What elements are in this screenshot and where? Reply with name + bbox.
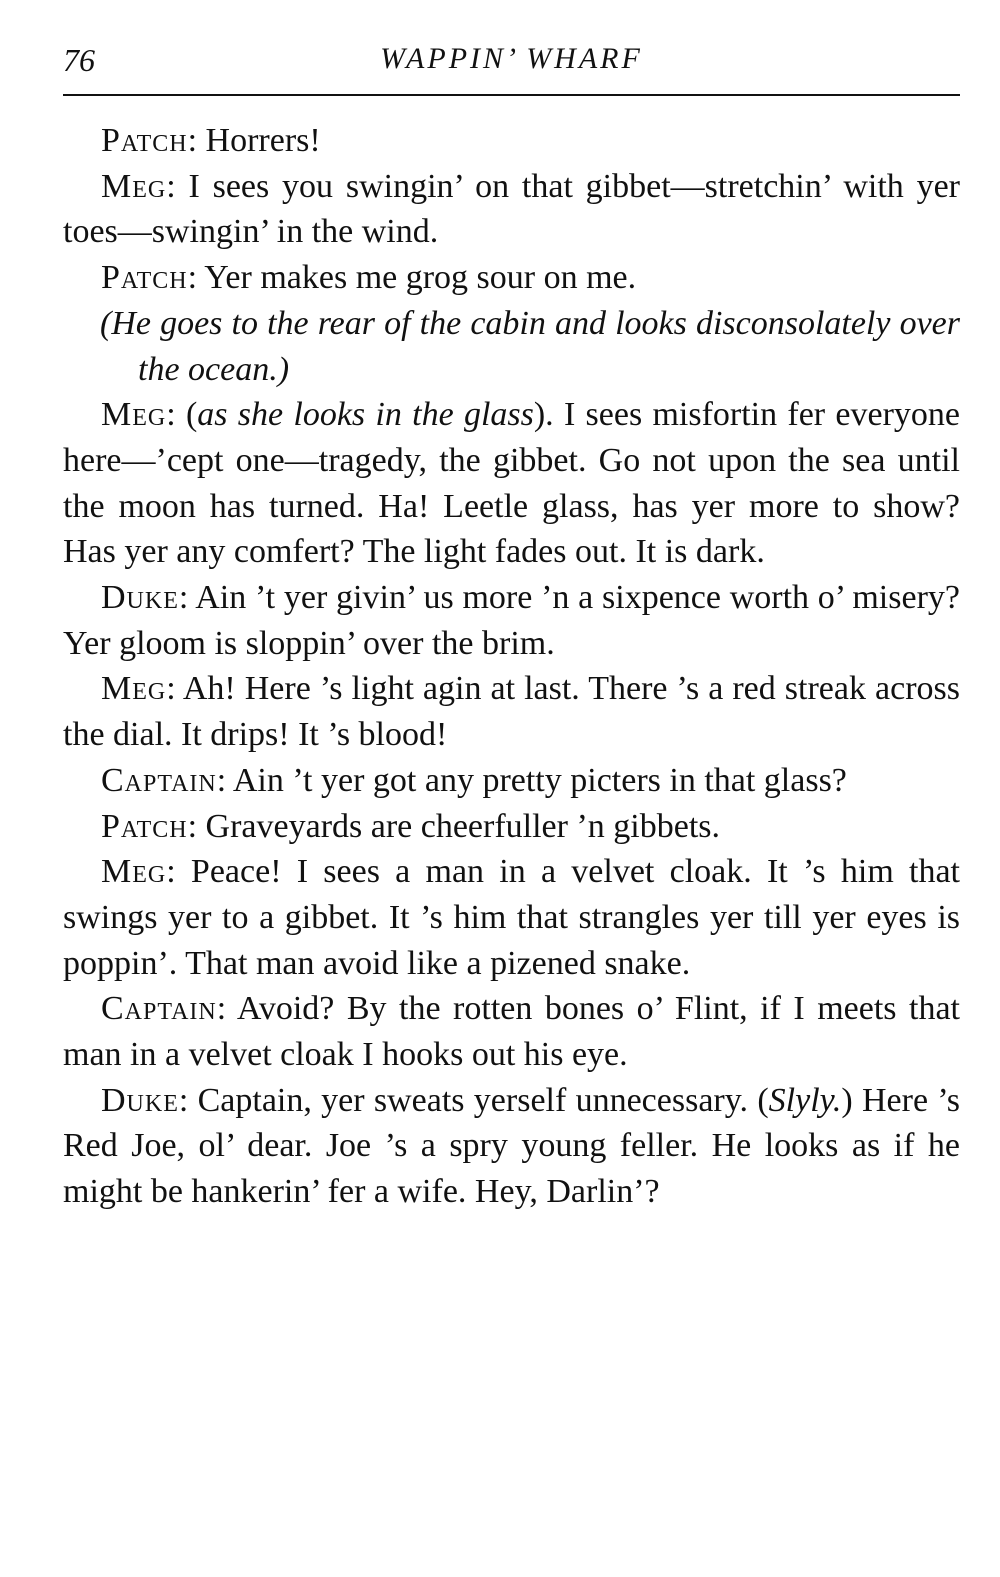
dialogue-line [63, 804, 960, 850]
dialogue-text: : I sees you swingin’ on that gibbet—stretchin’ with yer toes—swingin’ in the wind. [63, 167, 960, 251]
dialogue-line [63, 575, 960, 666]
dialogue-line [63, 118, 960, 164]
dialogue-line [63, 164, 960, 255]
speaker-name: Duke [101, 1081, 179, 1119]
speaker-name: Patch [101, 807, 188, 845]
speaker-name: Captain [101, 990, 217, 1028]
play-text [63, 118, 960, 1215]
speaker-name: Captain [101, 761, 217, 799]
inline-direction: as she looks in the glass [197, 396, 534, 434]
speaker-name: Duke [101, 579, 179, 617]
dialogue-text: : Graveyards are cheerfuller ’n gibbets. [187, 807, 721, 845]
speaker-name: Meg [101, 167, 167, 205]
dialogue-text: : Peace! I sees a man in a velvet cloak. It ’s him that swings yer to a gibbet. It ’s him that strangles yer till yer eyes is poppin’. That man avoid like a pizened snake. [63, 853, 960, 982]
running-title: WAPPIN’ WHARF [380, 42, 643, 75]
dialogue-line [63, 986, 960, 1077]
dialogue-line [63, 392, 960, 575]
dialogue-text: : Horrers! [187, 122, 321, 159]
speaker-name: Patch [101, 259, 188, 297]
stage-direction-text: (He goes to the rear of the cabin and looks disconsolately over the ocean.) [100, 304, 960, 388]
dialogue-line [63, 666, 960, 757]
dialogue-prefix: : ( [166, 396, 198, 434]
speaker-name: Meg [101, 853, 167, 891]
dialogue-text: : Ain ’t yer givin’ us more ’n a sixpence worth o’ misery? Yer gloom is sloppin’ over the brim. [63, 579, 960, 662]
dialogue-text: : Yer makes me grog sour on me. [187, 259, 637, 297]
dialogue-text: : Ah! Here ’s light agin at last. There ’s a red streak across the dial. It drips! It ’s blood! [63, 670, 960, 754]
dialogue-text: ) Here ’s Red Joe, ol’ dear. Joe ’s a spry young feller. He looks as if he might be hankerin’ fer a wife. Hey, Darlin’? [63, 1081, 960, 1211]
dialogue-line [63, 849, 960, 986]
speaker-name: Meg [101, 670, 167, 708]
page-number: 76 [63, 42, 95, 78]
page-header [63, 42, 960, 96]
dialogue-text: : Ain ’t yer got any pretty picters in that glass? [216, 761, 847, 799]
dialogue-text: ). I sees misfortin fer everyone here—’cept one—tragedy, the gibbet. Go not upon the sea until the moon has turned. Ha! Leetle glass, has yer more to show? Has yer any comfert? The light fades out. It is dark. [63, 396, 960, 571]
speaker-name: Patch [101, 122, 188, 159]
inline-direction: Slyly. [768, 1081, 842, 1119]
dialogue-text: : Avoid? By the rotten bones o’ Flint, if I meets that man in a velvet cloak I hooks out his eye. [63, 990, 960, 1074]
dialogue-line [63, 758, 960, 804]
speaker-name: Meg [101, 396, 167, 434]
dialogue-line [63, 1078, 960, 1215]
dialogue-prefix: : Captain, yer sweats yerself unnecessary. ( [178, 1081, 769, 1119]
dialogue-line [63, 255, 960, 301]
stage-direction [63, 301, 960, 392]
